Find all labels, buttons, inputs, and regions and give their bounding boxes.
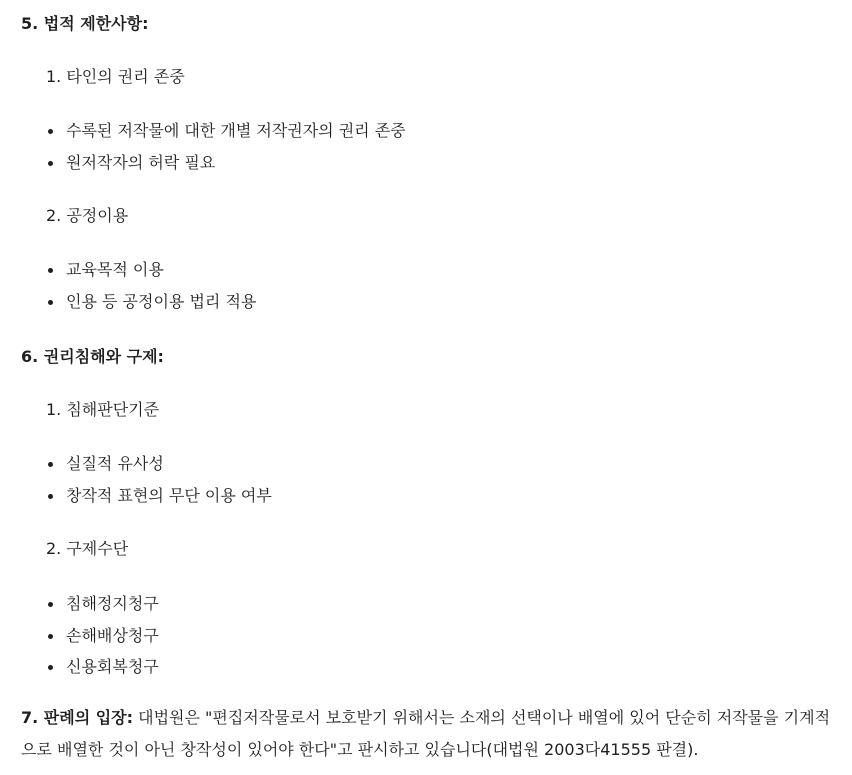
list-item-text: 침해정지청구 — [66, 594, 159, 613]
bullet-icon — [48, 462, 53, 467]
bullet-icon — [48, 300, 53, 305]
section-heading: 5. 법적 제한사항: — [21, 14, 149, 33]
bullet-icon — [48, 602, 53, 607]
bullet-icon — [48, 268, 53, 273]
subsection-title: 1. 타인의 권리 존중 — [46, 67, 185, 86]
case-law-paragraph — [21, 702, 836, 766]
bullet-icon — [48, 665, 53, 670]
list-item-text: 수록된 저작물에 대한 개별 저작권자의 권리 존중 — [66, 121, 406, 140]
paragraph-heading: 7. 판례의 입장: — [21, 708, 134, 727]
bullet-icon — [48, 634, 53, 639]
list-item-text: 신용회복청구 — [66, 657, 159, 676]
list-item-text: 손해배상청구 — [66, 626, 159, 645]
bullet-icon — [48, 494, 53, 499]
list-item-text: 인용 등 공정이용 법리 적용 — [66, 292, 257, 311]
list-item-text: 원저작자의 허락 필요 — [66, 153, 216, 172]
subsection-title: 2. 공정이용 — [46, 206, 129, 225]
list-item-text: 창작적 표현의 무단 이용 여부 — [66, 486, 272, 505]
list-item-text: 교육목적 이용 — [66, 260, 164, 279]
list-item-text: 실질적 유사성 — [66, 454, 164, 473]
subsection-title: 2. 구제수단 — [46, 539, 129, 558]
paragraph-text: 대법원은 "편집저작물로서 보호받기 위해서는 소재의 선택이나 배열에 있어 단순히 저작물을 기계적으로 배열한 것이 아닌 창작성이 있어야 한다"고 판시하고 있습니다(대법원 2003다41555 판결). — [21, 708, 831, 759]
section-heading: 6. 권리침해와 구제: — [21, 347, 164, 366]
bullet-icon — [48, 161, 53, 166]
subsection-title: 1. 침해판단기준 — [46, 400, 160, 419]
bullet-icon — [48, 129, 53, 134]
